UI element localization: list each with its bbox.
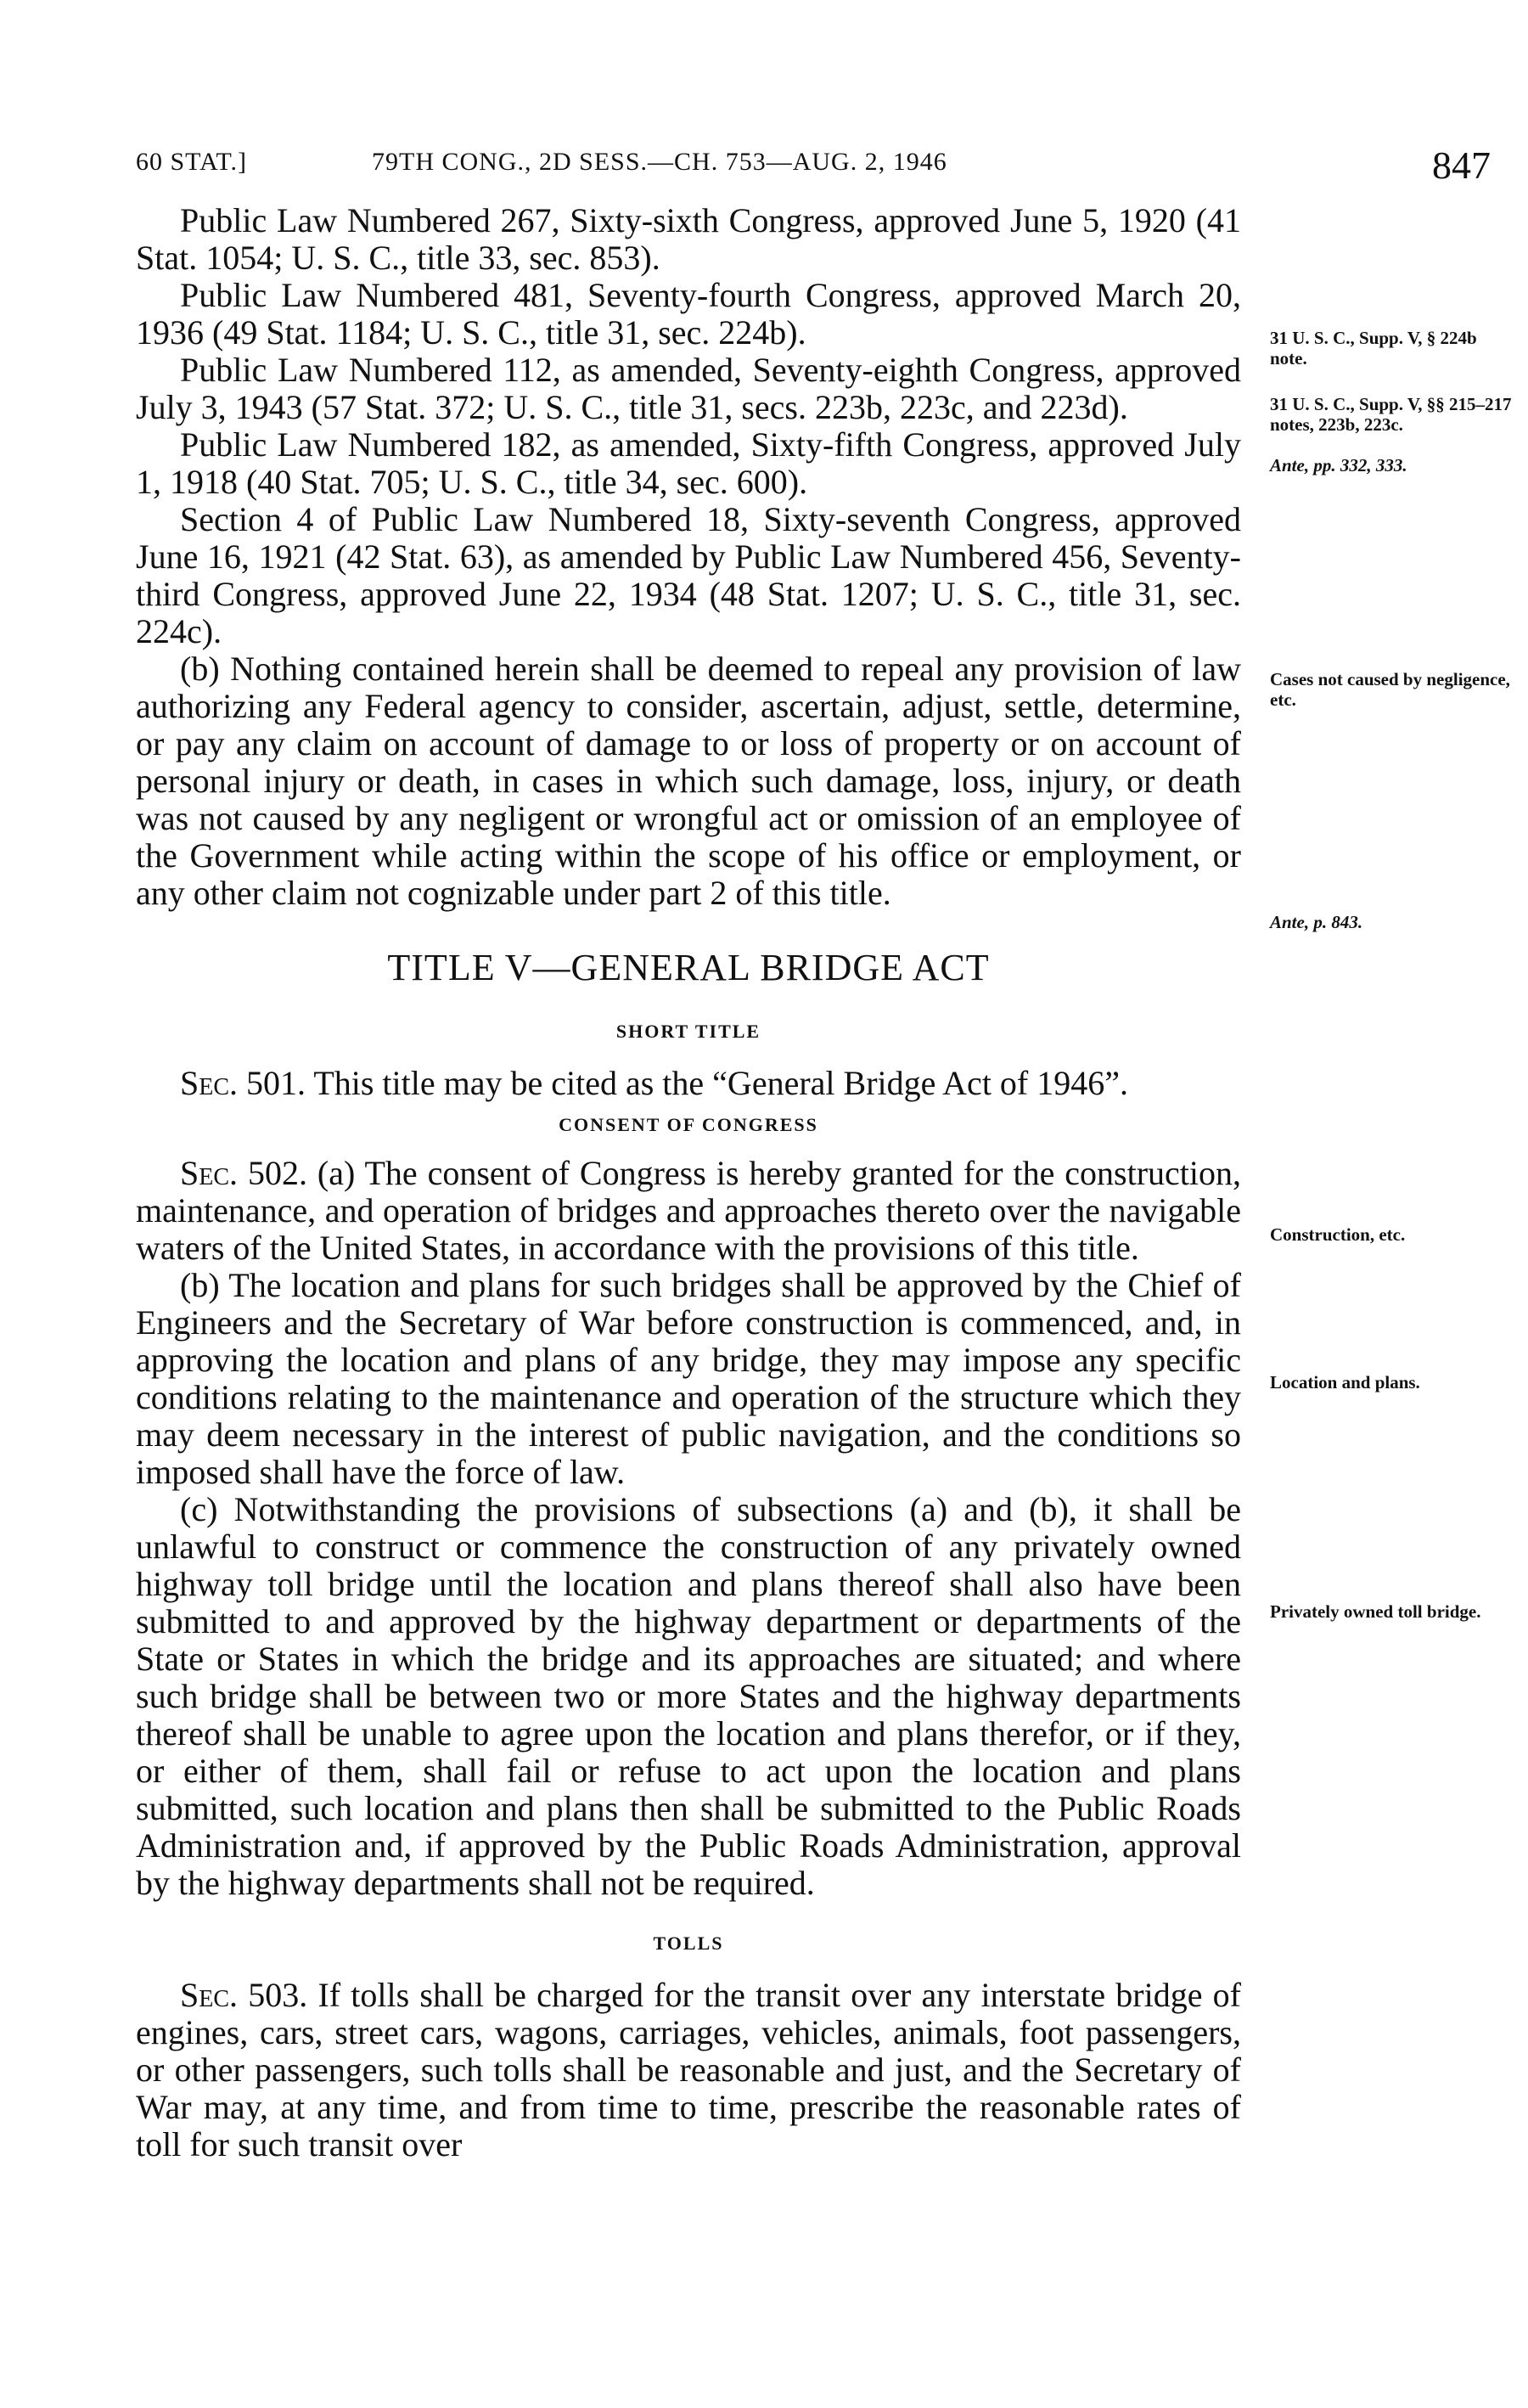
sec-503-text: If tolls shall be charged for the transit over any interstate bridge of engines, cars, street cars, wagons, carriages, vehicles, animals, foot passengers, or other passengers, such tolls shall be reasonable and just, and the Secretary of War may, at any time, and from time to time, prescribe the reasonable rates of toll for such transit over xyxy=(136,1976,1241,2163)
sec-502-a xyxy=(136,1155,1241,1267)
sec-503-label: Sec. 503. xyxy=(180,1976,308,2014)
margin-note-215-217: 31 U. S. C., Supp. V, §§ 215–217 notes, 223b, 223c. xyxy=(1270,394,1512,435)
page-header xyxy=(136,143,1491,194)
sec-503 xyxy=(136,1977,1241,2163)
sec-502-label: Sec. 502. xyxy=(180,1154,307,1192)
margin-note-ante-332-text: Ante, pp. 332, 333. xyxy=(1270,455,1407,475)
short-title-heading: SHORT TITLE xyxy=(615,1021,761,1042)
sec-501-text: This title may be cited as the “General Bridge Act of 1946”. xyxy=(313,1064,1128,1102)
main-text-column xyxy=(136,202,1241,2163)
margin-note-ante-332 xyxy=(1270,455,1516,475)
sec-502-a-text: (a) The consent of Congress is hereby granted for the construction, maintenance, and operation of bridges and approaches thereto over the navigable waters of the United States, in accordance with the provisions of this title. xyxy=(136,1154,1241,1267)
sec-501-label: Sec. 501. xyxy=(180,1064,306,1102)
margin-note-location-plans: Location and plans. xyxy=(1270,1372,1420,1392)
margin-note-224b: 31 U. S. C., Supp. V, § 224b note. xyxy=(1270,328,1477,369)
paragraph-pl-182: Public Law Numbered 182, as amended, Sixty-fifth Congress, approved July 1, 1918 (40 Stat. 705; U. S. C., title 34, sec. 600). xyxy=(136,425,1241,501)
statute-volume: 60 STAT.] xyxy=(136,148,248,176)
paragraph-pl-112: Public Law Numbered 112, as amended, Seventy-eighth Congress, approved July 3, 1943 (57 Stat. 372; U. S. C., title 31, secs. 223b, 223c, and 223d). xyxy=(136,351,1241,426)
margin-note-cases-not-caused: Cases not caused by negligence, etc. xyxy=(1270,669,1510,710)
sec-501 xyxy=(136,1065,1241,1102)
paragraph-pl-481: Public Law Numbered 481, Seventy-fourth Congress, approved March 20, 1936 (49 Stat. 1184; U. S. C., title 31, sec. 224b). xyxy=(136,276,1241,352)
paragraph-pl-267: Public Law Numbered 267, Sixty-sixth Congress, approved June 5, 1920 (41 Stat. 1054; U. S. C., title 33, sec. 853). xyxy=(136,201,1241,277)
session-chapter-date: 79TH CONG., 2D SESS.—CH. 753—AUG. 2, 1946 xyxy=(372,148,947,176)
paragraph-section-4: Section 4 of Public Law Numbered 18, Sixty-seventh Congress, approved June 16, 1921 (42 Stat. 63), as amended by Public Law Numbered 456, Seventy-third Congress, approved June 22, 1934 (48 Stat. 1207; U. S. C., title 31, sec. 224c). xyxy=(136,500,1241,650)
margin-note-construction: Construction, etc. xyxy=(1270,1224,1406,1245)
paragraph-subsection-b: (b) Nothing contained herein shall be deemed to repeal any provision of law authorizing any Federal agency to consider, ascertain, adjust, settle, determine, or pay any claim on account of damage to or loss of property or on account of personal injury or death, in cases in which such damage, loss, injury, or death was not caused by any negligent or wrongful act or omission of an employee of the Government while acting within the scope of his office or employment, or any other claim not cognizable under part 2 of this title. xyxy=(136,650,1241,912)
page-number: 847 xyxy=(1432,143,1491,187)
consent-heading: CONSENT OF CONGRESS xyxy=(559,1114,818,1135)
tolls-heading: TOLLS xyxy=(653,1933,724,1954)
sec-502-c: (c) Notwithstanding the provisions of subsections (a) and (b), it shall be unlawful to construct or commence the construction of any privately owned highway toll bridge until the location and plans thereof shall also have been submitted to and approved by the highway department or departments of the State or States in which the bridge and its approaches are situated; and where such bridge shall be between two or more States and the highway departments thereof shall be unable to agree upon the location and plans therefor, or if they, or either of them, shall fail or refuse to act upon the location and plans submitted, such location and plans then shall be submitted to the Public Roads Administration and, if approved by the Public Roads Administration, approval by the highway departments shall not be required. xyxy=(136,1490,1241,1902)
margin-note-ante-843 xyxy=(1270,912,1516,932)
margin-note-privately-owned: Privately owned toll bridge. xyxy=(1270,1601,1481,1622)
margin-note-ante-843-text: Ante, p. 843. xyxy=(1270,912,1363,932)
title-heading: TITLE V—GENERAL BRIDGE ACT xyxy=(387,947,990,988)
sec-502-b: (b) The location and plans for such bridges shall be approved by the Chief of Engineers and the Secretary of War before construction is commenced, and, in approving the location and plans of any bridge, they may impose any specific conditions relating to the maintenance and operation of the structure which they may deem necessary in the interest of public navigation, and the conditions so imposed shall have the force of law. xyxy=(136,1266,1241,1491)
